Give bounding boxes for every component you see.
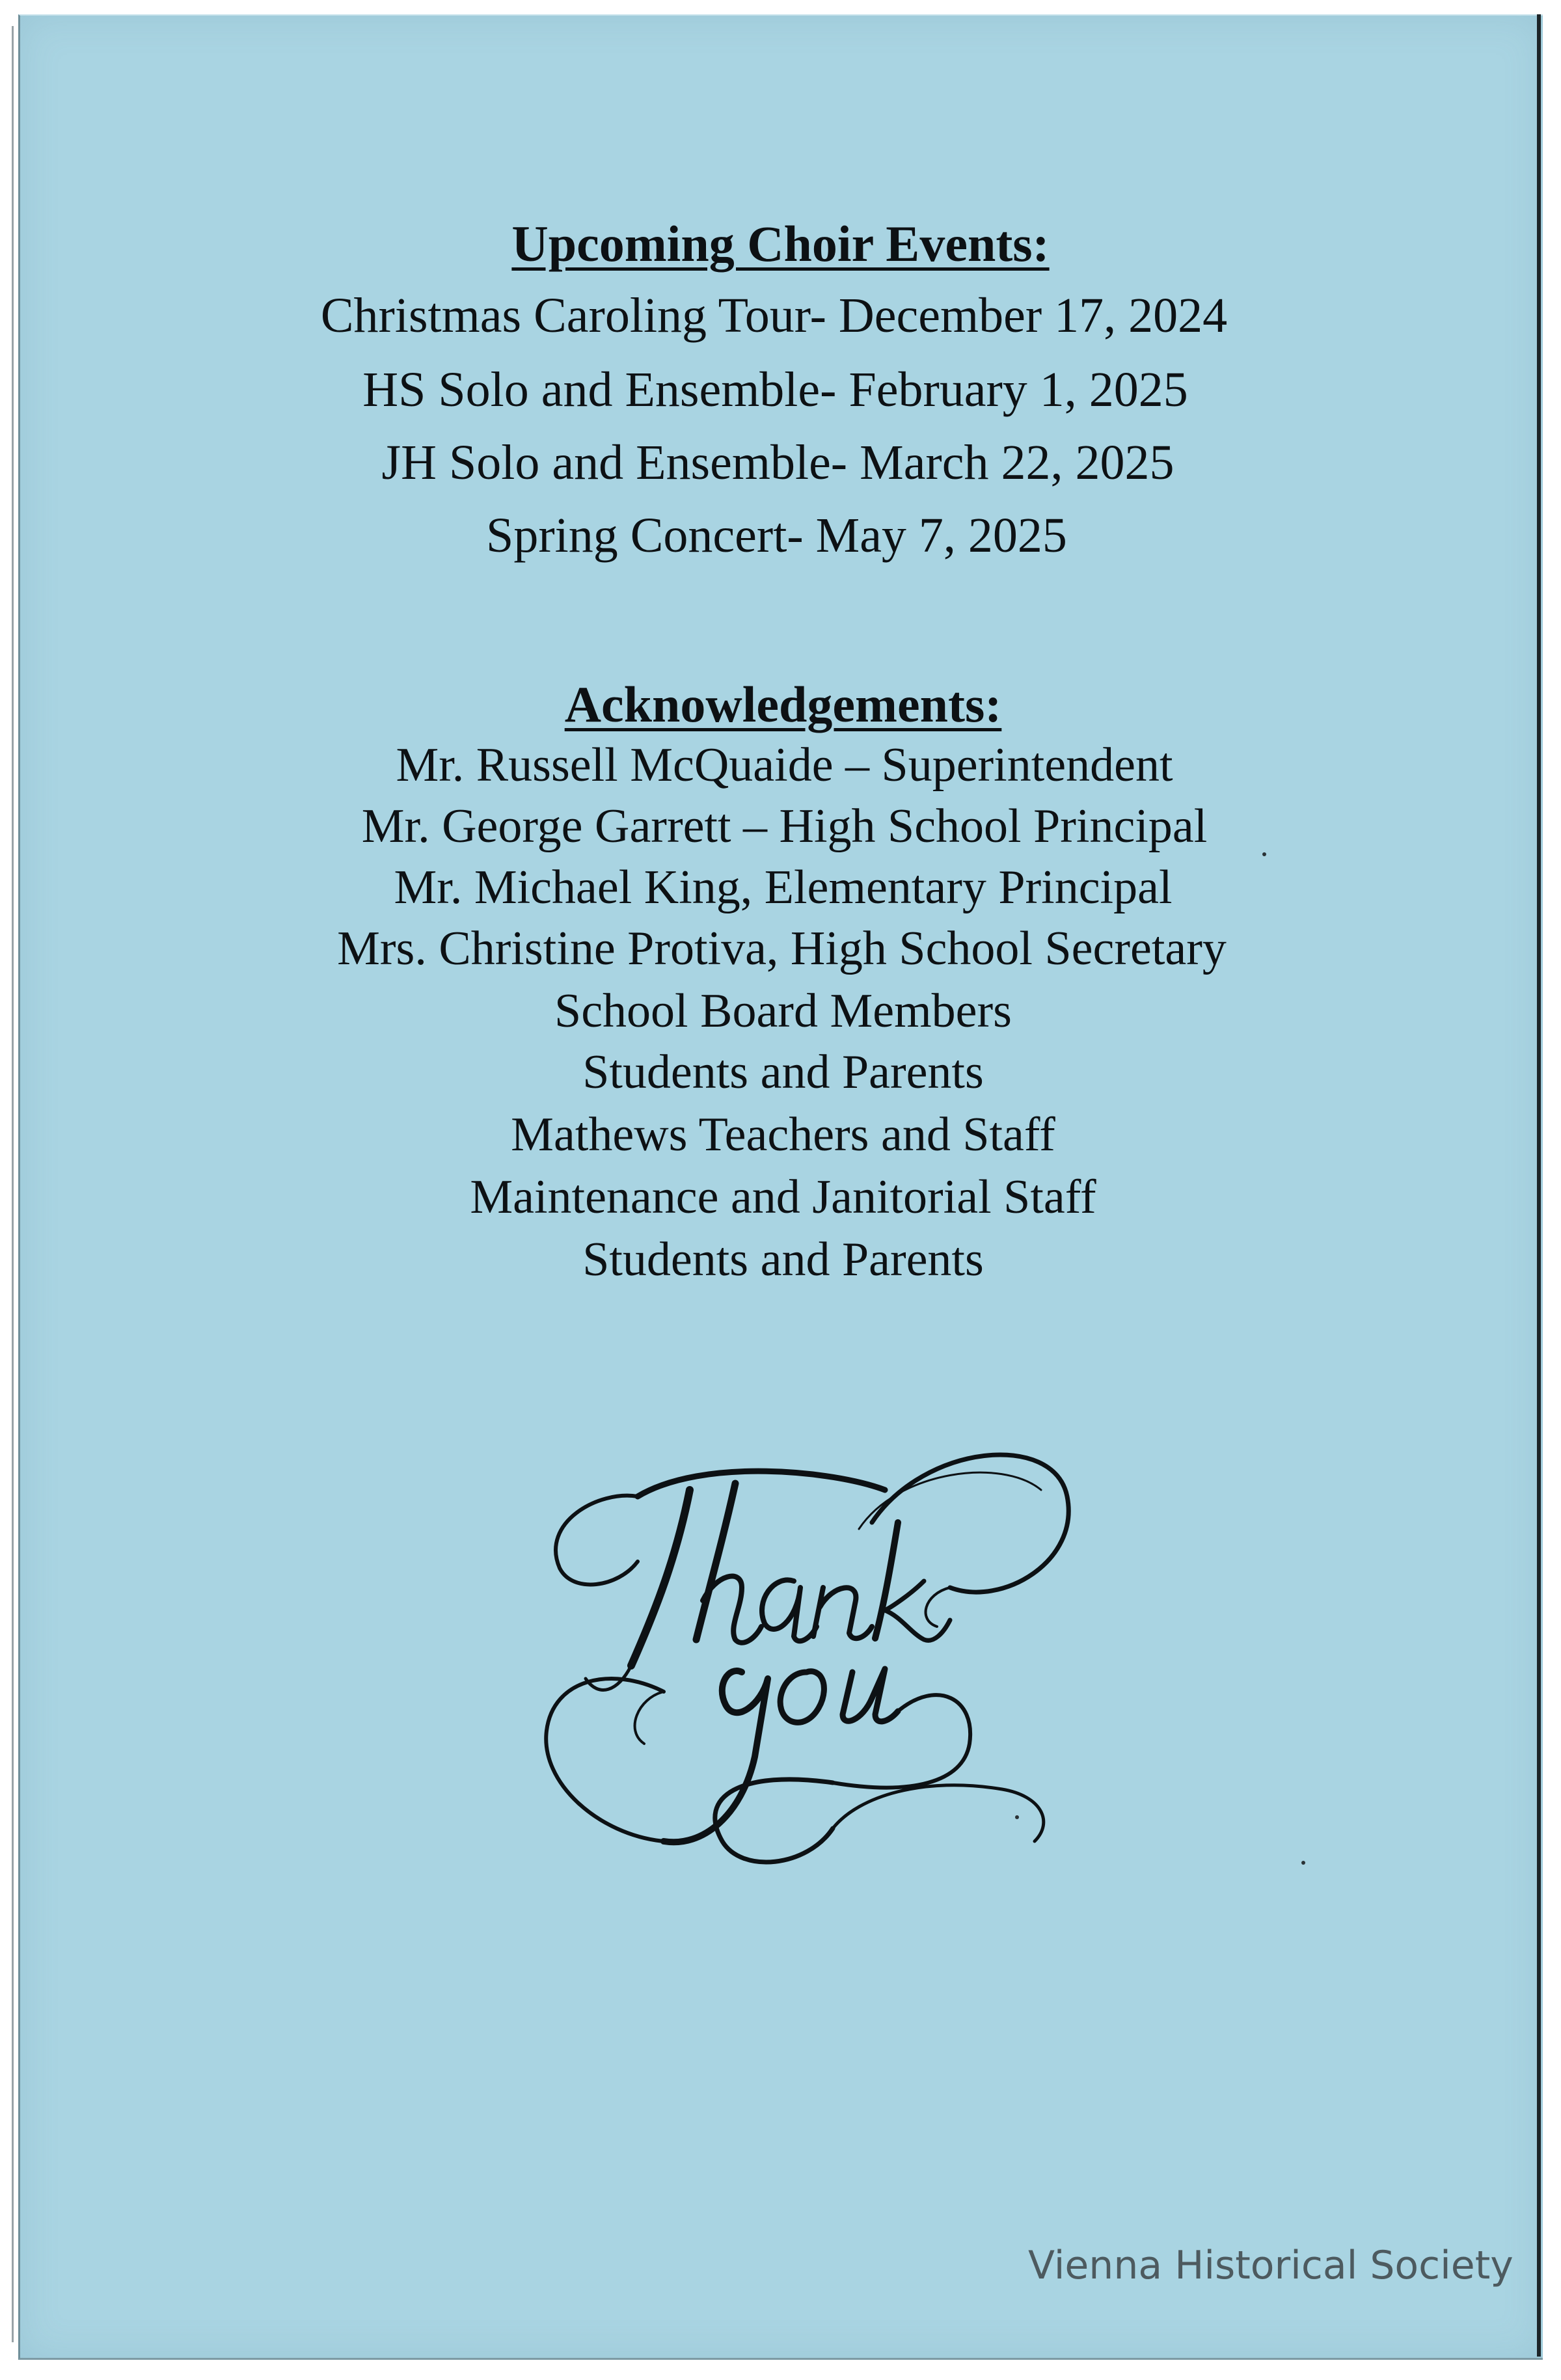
upcoming-events-heading: Upcoming Choir Events: [511, 215, 1050, 272]
acknowledgement-item: Mr. George Garrett – High School Principal [361, 800, 1208, 853]
acknowledgement-item: School Board Members [554, 984, 1012, 1038]
event-item: Christmas Caroling Tour- December 17, 2024 [320, 288, 1228, 343]
acknowledgement-item: Mr. Michael King, Elementary Principal [394, 861, 1173, 914]
acknowledgement-item: Students and Parents [582, 1233, 984, 1286]
event-item: JH Solo and Ensemble- March 22, 2025 [381, 435, 1174, 490]
acknowledgement-item: Students and Parents [582, 1046, 984, 1099]
event-item: Spring Concert- May 7, 2025 [486, 508, 1067, 563]
acknowledgement-item: Maintenance and Janitorial Staff [470, 1170, 1096, 1224]
watermark-text: Vienna Historical Society [1028, 2243, 1513, 2288]
acknowledgement-item: Mathews Teachers and Staff [511, 1108, 1055, 1161]
event-item: HS Solo and Ensemble- February 1, 2025 [362, 362, 1188, 417]
acknowledgement-item: Mr. Russell McQuaide – Superintendent [396, 738, 1173, 792]
paper-speck [1301, 1861, 1305, 1865]
paper-speck [1015, 1815, 1019, 1819]
thank-you-calligraphy [468, 1392, 1093, 1913]
acknowledgement-item: Mrs. Christine Protiva, High School Secretary [337, 922, 1227, 975]
paper-speck [1262, 852, 1266, 856]
acknowledgements-heading: Acknowledgements: [564, 676, 1002, 733]
